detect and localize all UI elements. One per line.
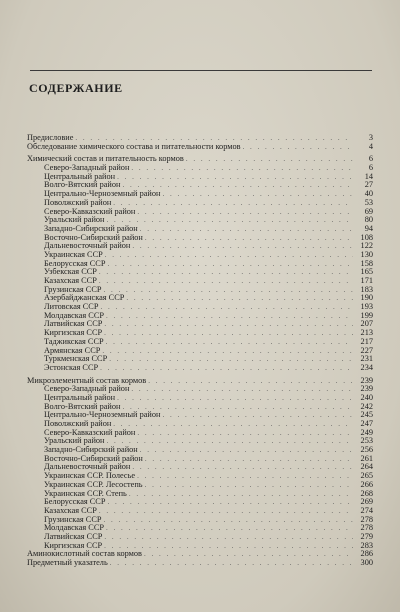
toc-page-number: 199 xyxy=(360,310,373,320)
dot-leader xyxy=(100,303,353,312)
dot-leader xyxy=(137,208,353,217)
dot-leader xyxy=(99,277,353,286)
toc-entry-title: Таджикская ССР xyxy=(44,336,104,346)
dot-leader xyxy=(117,173,353,182)
toc-entry-title: Эстонская ССР xyxy=(44,362,99,372)
toc-page-number: 158 xyxy=(360,258,373,268)
dot-leader xyxy=(109,355,353,364)
dot-leader xyxy=(107,216,353,225)
toc-page-number: 274 xyxy=(360,505,373,515)
dot-leader xyxy=(126,294,353,303)
toc-page-number: 122 xyxy=(360,241,373,251)
toc-page-number: 4 xyxy=(368,141,373,151)
top-rule xyxy=(30,70,372,71)
dot-leader xyxy=(99,268,353,277)
dot-leader xyxy=(104,329,353,338)
toc-entry-title: Обследование химического состава и питательности кормов xyxy=(27,141,241,151)
toc-page-number: 217 xyxy=(360,336,373,346)
toc-page-number: 269 xyxy=(360,497,373,507)
toc-entry-title: Киргизская ССР xyxy=(44,328,103,338)
toc-page-number: 108 xyxy=(360,232,373,242)
dot-leader xyxy=(148,377,353,386)
dot-leader xyxy=(103,286,353,295)
toc-page-number: 227 xyxy=(360,345,373,355)
toc-entry-title: Предисловие xyxy=(27,133,74,142)
toc-entry-title: Волго-Вятский район xyxy=(44,180,121,190)
toc-page-number: 130 xyxy=(360,249,373,259)
dot-leader xyxy=(137,472,353,481)
toc-entry-title: Восточно-Сибирский район xyxy=(44,232,143,242)
toc-entry-title: Центральный район xyxy=(44,171,116,181)
toc-entry-title: Латвийская ССР xyxy=(44,531,103,541)
toc-page-number: 69 xyxy=(364,206,373,216)
toc-entry-title: Дальневосточный район xyxy=(44,462,131,472)
toc-page-number: 183 xyxy=(360,284,373,294)
toc-entry-title: Северо-Западный район xyxy=(44,384,130,394)
toc-page-number: 278 xyxy=(360,514,373,524)
toc-entry-title: Литовская ССР xyxy=(44,302,99,312)
dot-leader xyxy=(132,463,353,472)
toc-page-number: 80 xyxy=(364,215,373,225)
toc-entry-title: Узбекская ССР xyxy=(44,267,97,277)
toc-page-number: 239 xyxy=(360,375,373,385)
dot-leader xyxy=(113,199,353,208)
dot-leader xyxy=(144,550,353,559)
toc-entry-title: Туркменская ССР xyxy=(44,354,108,364)
table-of-contents xyxy=(27,134,373,568)
page-title: СОДЕРЖАНИЕ xyxy=(29,81,123,95)
toc-page-number: 239 xyxy=(360,384,373,394)
toc-page-number: 231 xyxy=(360,354,373,364)
toc-entry-title: Уральский район xyxy=(44,215,105,225)
toc-entry-title: Западно-Сибирский район xyxy=(44,445,138,455)
dot-leader xyxy=(131,164,353,173)
toc-entry-title: Поволжский район xyxy=(44,197,112,207)
toc-entry-title: Молдавская ССР xyxy=(44,523,104,533)
toc-page-number: 94 xyxy=(364,223,373,233)
toc-entry-title: Химический состав и питательность кормов xyxy=(27,154,184,164)
toc-page-number: 40 xyxy=(364,189,373,199)
dot-leader xyxy=(104,533,353,542)
toc-entry xyxy=(27,559,373,568)
toc-page-number: 278 xyxy=(360,523,373,533)
dot-leader xyxy=(186,155,353,164)
toc-page-number: 14 xyxy=(364,171,373,181)
dot-leader xyxy=(137,429,353,438)
dot-leader xyxy=(106,312,353,321)
toc-entry-title: Поволжский район xyxy=(44,419,112,428)
toc-entry-title: Предметный указатель xyxy=(27,558,108,567)
toc-entry-title: Грузинская ССР xyxy=(44,514,102,524)
toc-entry-title: Центрально-Черноземный район xyxy=(44,410,161,420)
toc-entry-title: Украинская ССР. Полесье xyxy=(44,471,136,481)
toc-page-number: 283 xyxy=(360,540,373,550)
dot-leader xyxy=(106,338,353,347)
toc-page-number: 240 xyxy=(360,392,373,402)
toc-entry-title: Дальневосточный район xyxy=(44,241,131,251)
dot-leader xyxy=(117,394,353,403)
toc-page-number: 247 xyxy=(360,419,373,428)
toc-entry-title: Волго-Вятский район xyxy=(44,401,121,411)
toc-entry-title: Белорусская ССР xyxy=(44,258,106,268)
toc-entry-title: Киргизская ССР xyxy=(44,540,103,550)
dot-leader xyxy=(107,260,353,269)
dot-leader xyxy=(113,420,353,429)
dot-leader xyxy=(100,364,353,373)
toc-page-number: 286 xyxy=(360,549,373,559)
toc-entry-title: Северо-Кавказский район xyxy=(44,427,136,437)
dot-leader xyxy=(110,559,353,568)
toc-entry-title: Латвийская ССР xyxy=(44,319,103,329)
dot-leader xyxy=(107,437,353,446)
toc-page-number: 268 xyxy=(360,488,373,498)
dot-leader xyxy=(107,498,353,507)
toc-subentry xyxy=(27,364,373,373)
toc-entry-title: Армянская ССР xyxy=(44,345,101,355)
dot-leader xyxy=(104,320,353,329)
dot-leader xyxy=(102,347,353,356)
toc-page-number: 234 xyxy=(360,362,373,372)
dot-leader xyxy=(145,481,353,490)
toc-entry-title: Центральный район xyxy=(44,392,116,402)
toc-page-number: 193 xyxy=(360,302,373,312)
toc-entry-title: Восточно-Сибирский район xyxy=(44,453,143,463)
toc-page-number: 261 xyxy=(360,453,373,463)
toc-page-number: 213 xyxy=(360,328,373,338)
toc-entry-title: Микроэлементный состав кормов xyxy=(27,375,147,385)
toc-page-number: 27 xyxy=(364,180,373,190)
toc-entry-title: Казахская ССР xyxy=(44,505,97,515)
toc-entry-title: Казахская ССР xyxy=(44,276,97,285)
toc-entry-title: Азербайджанская ССР xyxy=(44,293,125,303)
toc-page-number: 53 xyxy=(364,197,373,207)
toc-page-number: 6 xyxy=(368,154,373,164)
dot-leader xyxy=(99,507,353,516)
toc-entry-title: Центрально-Черноземный район xyxy=(44,189,161,199)
toc-page-number: 265 xyxy=(360,471,373,481)
toc-entry-title: Украинская ССР. Лесостепь xyxy=(44,479,143,489)
dot-leader xyxy=(140,446,353,455)
toc-entry-title: Грузинская ССР xyxy=(44,284,102,294)
toc-page-number: 249 xyxy=(360,427,373,437)
toc-page-number: 190 xyxy=(360,293,373,303)
toc-page-number: 207 xyxy=(360,319,373,329)
toc-entry-title: Северо-Кавказский район xyxy=(44,206,136,216)
toc-entry-title: Белорусская ССР xyxy=(44,497,106,507)
toc-page-number: 242 xyxy=(360,401,373,411)
toc-page-number: 266 xyxy=(360,479,373,489)
toc-page-number: 253 xyxy=(360,436,373,446)
toc-page-number: 3 xyxy=(368,133,373,142)
dot-leader xyxy=(103,516,353,525)
toc-page-number: 171 xyxy=(360,276,373,285)
dot-leader xyxy=(140,225,353,234)
dot-leader xyxy=(145,455,353,464)
toc-page-number: 264 xyxy=(360,462,373,472)
toc-entry-title: Северо-Западный район xyxy=(44,163,130,173)
dot-leader xyxy=(106,524,353,533)
toc-entry-title: Уральский район xyxy=(44,436,105,446)
dot-leader xyxy=(132,242,353,251)
toc-entry-title: Аминокислотный состав кормов xyxy=(27,549,142,559)
toc-entry-title: Украинская ССР. Степь xyxy=(44,488,127,498)
dot-leader xyxy=(162,411,353,420)
toc-entry xyxy=(27,143,373,152)
toc-entry-title: Западно-Сибирский район xyxy=(44,223,138,233)
toc-page-number: 300 xyxy=(360,558,373,567)
dot-leader xyxy=(145,234,353,243)
toc-page-number: 245 xyxy=(360,410,373,420)
toc-entry-title: Молдавская ССР xyxy=(44,310,104,320)
dot-leader xyxy=(129,490,353,499)
toc-page-number: 6 xyxy=(368,163,373,173)
toc-page-number: 165 xyxy=(360,267,373,277)
dot-leader xyxy=(243,143,353,152)
toc-page-number: 279 xyxy=(360,531,373,541)
dot-leader xyxy=(105,251,353,260)
toc-page-number: 256 xyxy=(360,445,373,455)
toc-entry-title: Украинская ССР xyxy=(44,249,103,259)
dot-leader xyxy=(131,385,353,394)
dot-leader xyxy=(162,190,353,199)
